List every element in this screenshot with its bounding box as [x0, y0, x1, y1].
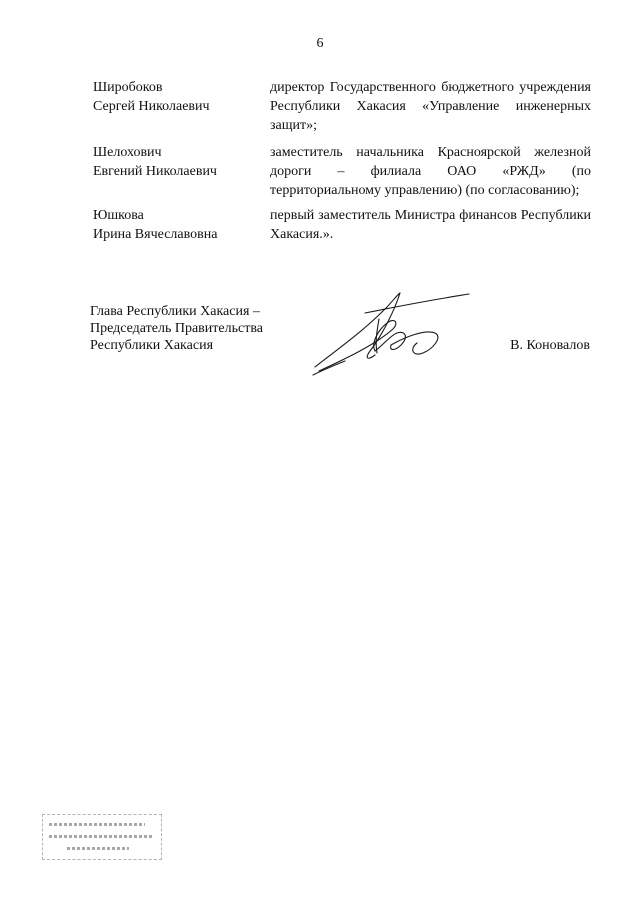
- member-role: первый заместитель Министра финансов Республики Хакасия.».: [270, 208, 591, 242]
- member-given-names: Евгений Николаевич: [93, 164, 217, 179]
- signer-title-line: Глава Республики Хакасия –: [90, 304, 260, 319]
- member-role: заместитель начальника Красноярской железной дороги – филиала ОАО «РЖД» (по территориальному управлению) (по согласованию);: [270, 145, 591, 198]
- member-name: [93, 78, 263, 116]
- member-name: [93, 143, 263, 181]
- member-surname: Шелохович: [93, 145, 162, 160]
- member-surname: Юшкова: [93, 208, 144, 223]
- stamp-text-line: [49, 835, 153, 838]
- member-given-names: Сергей Николаевич: [93, 99, 210, 114]
- signer-title-line: Республики Хакасия: [90, 338, 214, 353]
- signature-block: [90, 303, 590, 383]
- stamp-text-line: [67, 847, 129, 850]
- member-name: [93, 206, 263, 244]
- registration-stamp: [42, 814, 162, 860]
- signer-name: В. Коновалов: [510, 338, 590, 353]
- member-role: директор Государственного бюджетного учреждения Республики Хакасия «Управление инженерных защит»;: [270, 80, 591, 133]
- stamp-text-line: [49, 823, 145, 826]
- signer-title-line: Председатель Правительства: [90, 321, 263, 336]
- signer-title: [90, 303, 263, 354]
- member-surname: Широбоков: [93, 80, 163, 95]
- page-number: 6: [316, 36, 324, 51]
- member-given-names: Ирина Вячеславовна: [93, 227, 218, 242]
- handwritten-signature: [305, 289, 475, 379]
